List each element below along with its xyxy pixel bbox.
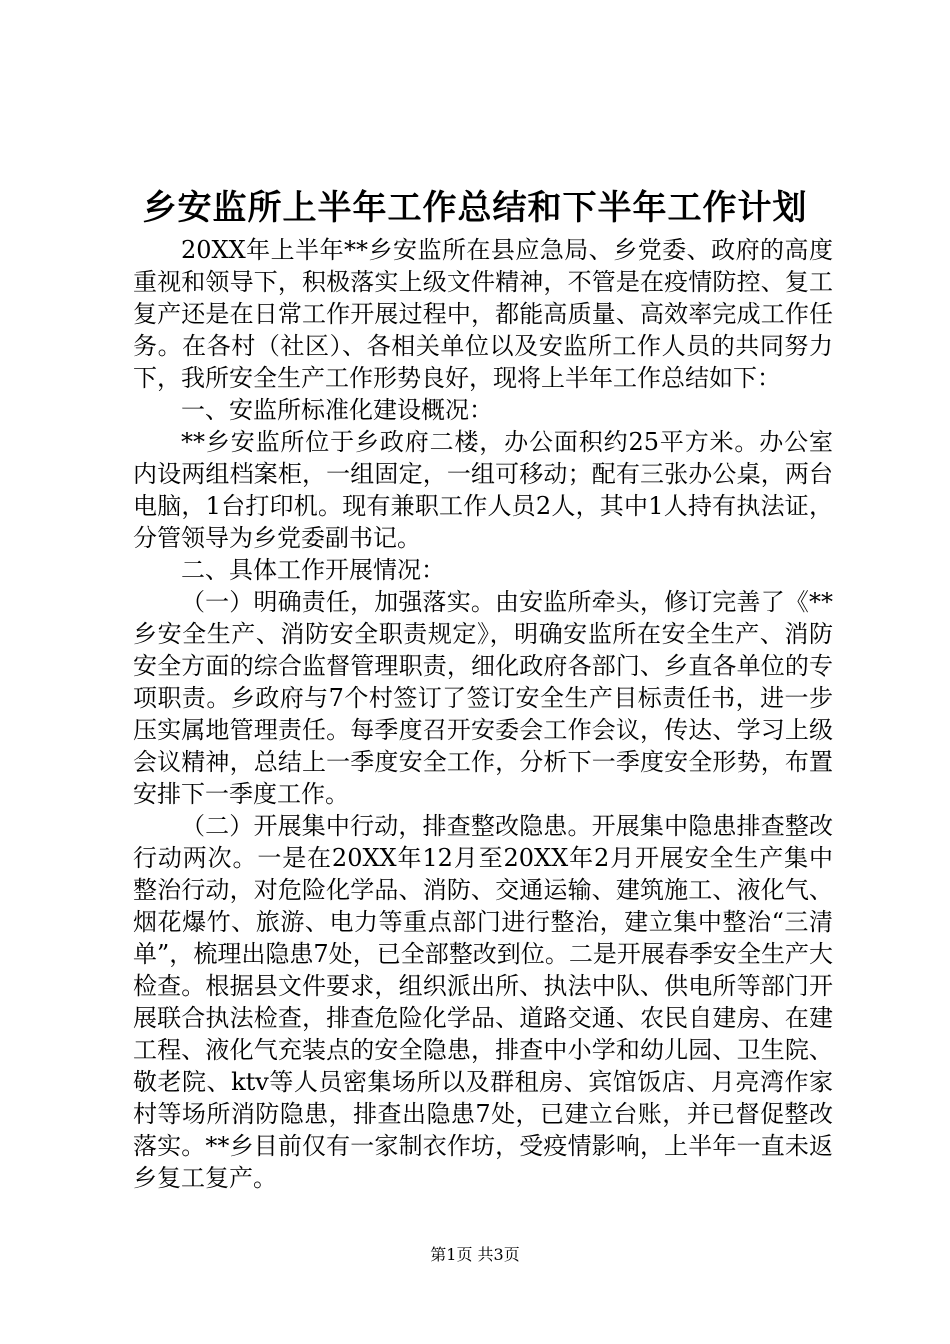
section-heading-standardization: 一、安监所标准化建设概况：	[181, 396, 493, 424]
responsibility-paragraph: （一）明确责任，加强落实。由安监所牵头，修订完善了《**乡安全生产、消防安全职责规定》，明确安监所在安全生产、消防安全方面的综合监督管理职责，细化政府各部门、乡直各单位的专项职责。乡政府与7个村签订了签订安全生产目标责任书，进一步压实属地管理责任。每季度召开安委会工作会议，传达、学习上级会议精神，总结上一季度安全工作，分析下一季度安全形势，布置安排下一季度工作。	[133, 588, 833, 808]
page-number: 第1页 共3页	[430, 1245, 520, 1264]
document-body	[133, 234, 833, 1194]
document-title: 乡安监所上半年工作总结和下半年工作计划	[142, 188, 808, 228]
inspection-paragraph: （二）开展集中行动，排查整改隐患。开展集中隐患排查整改行动两次。一是在20XX年12月至20XX年2月开展安全生产集中整治行动，对危险化学品、消防、交通运输、建筑施工、液化气、烟花爆竹、旅游、电力等重点部门进行整治，建立集中整治“三清单”，梳理出隐患7处，已全部整改到位。二是开展春季安全生产大检查。根据县文件要求，组织派出所、执法中队、供电所等部门开展联合执法检查，排查危险化学品、道路交通、农民自建房、在建工程、液化气充装点的安全隐患，排查中小学和幼儿园、卫生院、敬老院、ktv等人员密集场所以及群租房、宾馆饭店、月亮湾作家村等场所消防隐患，排查出隐患7处，已建立台账，并已督促整改落实。**乡目前仅有一家制衣作坊，受疫情影响，上半年一直未返乡复工复产。	[133, 812, 833, 1192]
standardization-paragraph: **乡安监所位于乡政府二楼，办公面积约25平方米。办公室内设两组档案柜，一组固定，一组可移动；配有三张办公桌，两台电脑，1台打印机。现有兼职工作人员2人，其中1人持有执法证，分管领导为乡党委副书记。	[133, 428, 833, 552]
intro-paragraph: 20XX年上半年**乡安监所在县应急局、乡党委、政府的高度重视和领导下，积极落实上级文件精神，不管是在疫情防控、复工复产还是在日常工作开展过程中，都能高质量、高效率完成工作任务。在各村（社区）、各相关单位以及安监所工作人员的共同努力下，我所安全生产工作形势良好，现将上半年工作总结如下：	[133, 236, 833, 392]
section-heading-work-status: 二、具体工作开展情况：	[181, 556, 445, 584]
